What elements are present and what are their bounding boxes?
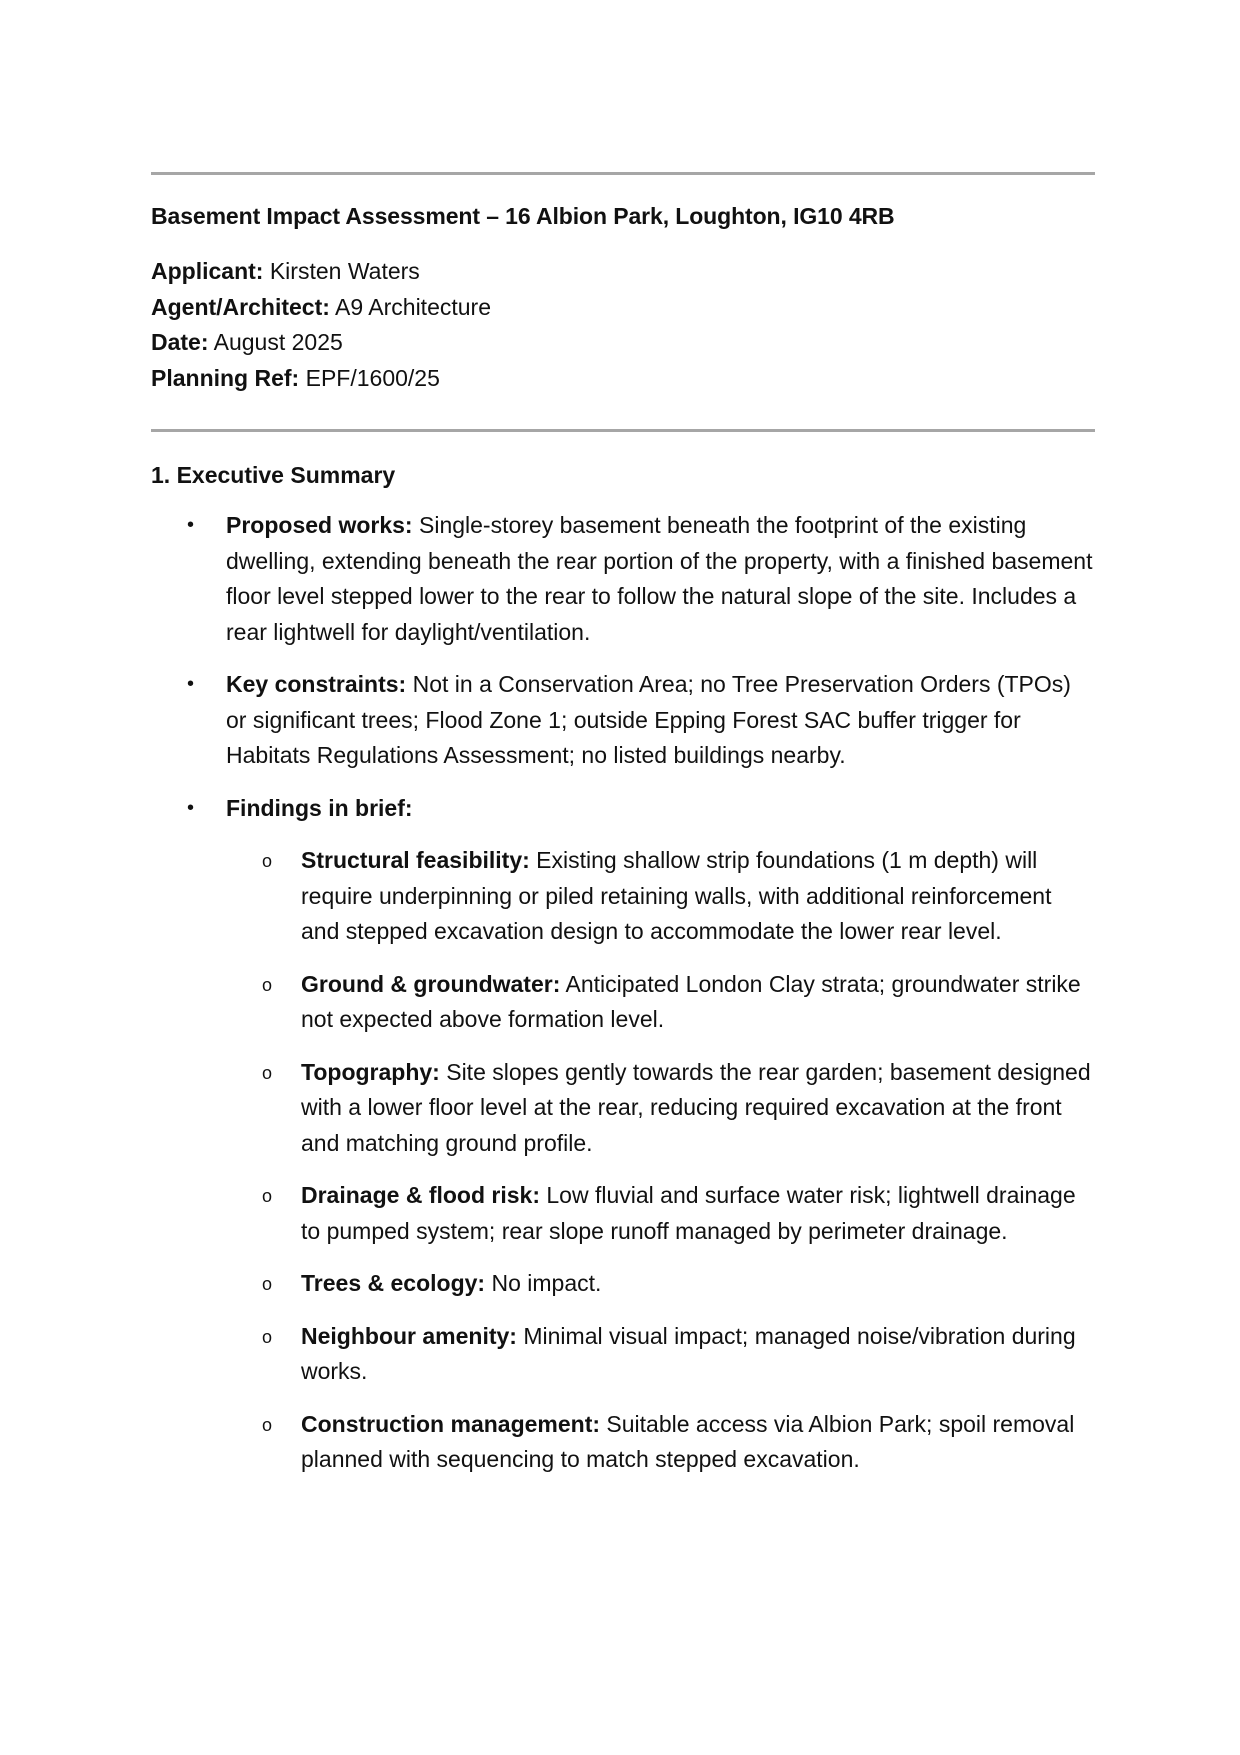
section-divider <box>151 429 1095 432</box>
finding-drainage: o Drainage & flood risk: Low fluvial and surface water risk; lightwell drainage to pumped system; rear slope runoff managed by perimeter drainage. <box>226 1178 1095 1249</box>
bullet-icon: • <box>187 796 195 819</box>
circle-bullet-icon: o <box>262 1414 273 1435</box>
meta-planning-ref: Planning Ref: EPF/1600/25 <box>151 364 440 391</box>
meta-applicant: Applicant: Kirsten Waters <box>151 258 420 284</box>
bullet-icon: • <box>187 514 195 536</box>
circle-bullet-icon: o <box>262 1062 273 1083</box>
finding-ground: o Ground & groundwater: Anticipated London Clay strata; groundwater strike not expected above formation level. <box>226 967 1095 1038</box>
meta-date: Date: August 2025 <box>151 329 343 355</box>
circle-bullet-icon: o <box>262 1326 273 1347</box>
document-page <box>151 172 1095 1495</box>
circle-bullet-icon: o <box>262 974 273 995</box>
finding-neighbour: o Neighbour amenity: Minimal visual impact; managed noise/vibration during works. <box>226 1319 1095 1390</box>
circle-bullet-icon: o <box>262 1274 273 1294</box>
meta-agent: Agent/Architect: A9 Architecture <box>151 293 491 320</box>
bullet-icon: • <box>187 673 195 695</box>
list-item-proposed-works: • Proposed works: Single-storey basement beneath the footprint of the existing dwelling, extending beneath the rear portion of the property, with a finished basement floor level stepped lower to the rear to follow the natural slope of the site. Includes a rear lightwell for daylight/ventilation. <box>151 508 1095 650</box>
finding-trees: o Trees & ecology: No impact. <box>226 1266 1095 1302</box>
circle-bullet-icon: o <box>262 1186 273 1206</box>
top-divider <box>151 172 1095 175</box>
finding-construction: o Construction management: Suitable access via Albion Park; spoil removal planned with sequencing to match stepped excavation. <box>226 1407 1095 1478</box>
list-item-key-constraints: • Key constraints: Not in a Conservation Area; no Tree Preservation Orders (TPOs) or significant trees; Flood Zone 1; outside Epping Forest SAC buffer trigger for Habitats Regulations Assessment; no listed buildings nearby. <box>151 667 1095 774</box>
summary-list <box>151 508 1095 1478</box>
circle-bullet-icon: o <box>262 851 273 871</box>
findings-list <box>226 843 1095 1478</box>
list-item-findings: • Findings in brief: o Structural feasibility: Existing shallow strip foundations (1 m depth) will require underpinning or piled retaining walls, with additional reinforcement and stepped excavation design to accommodate the lower rear level. o Ground & groundwater: Anticipated London Clay strata; groundwater strike not expected above formation level. o Topography: Site slopes gently towards the rear garden; basement designed with a lower floor level at the rear, reducing required excavation at the front and matching ground profile. o Drainage & flood risk: Low fluvial and surface water risk; lightwell drainage to pumped system; rear slope runoff managed by perimeter drainage. o Trees & ecology: No impact. o Neighbour amenity: Minimal visual impact; managed noise/vibration during works. o Construction management: Suitable access via Albion Park; spoil removal planned with sequencing to match stepped excavation. <box>151 791 1095 1478</box>
document-title: Basement Impact Assessment – 16 Albion Park, Loughton, IG10 4RB <box>151 203 895 229</box>
document-meta <box>151 254 1095 396</box>
finding-topography: o Topography: Site slopes gently towards the rear garden; basement designed with a lower floor level at the rear, reducing required excavation at the front and matching ground profile. <box>226 1055 1095 1162</box>
section-title: 1. Executive Summary <box>151 462 396 488</box>
finding-structural: o Structural feasibility: Existing shallow strip foundations (1 m depth) will require underpinning or piled retaining walls, with additional reinforcement and stepped excavation design to accommodate the lower rear level. <box>226 843 1095 950</box>
